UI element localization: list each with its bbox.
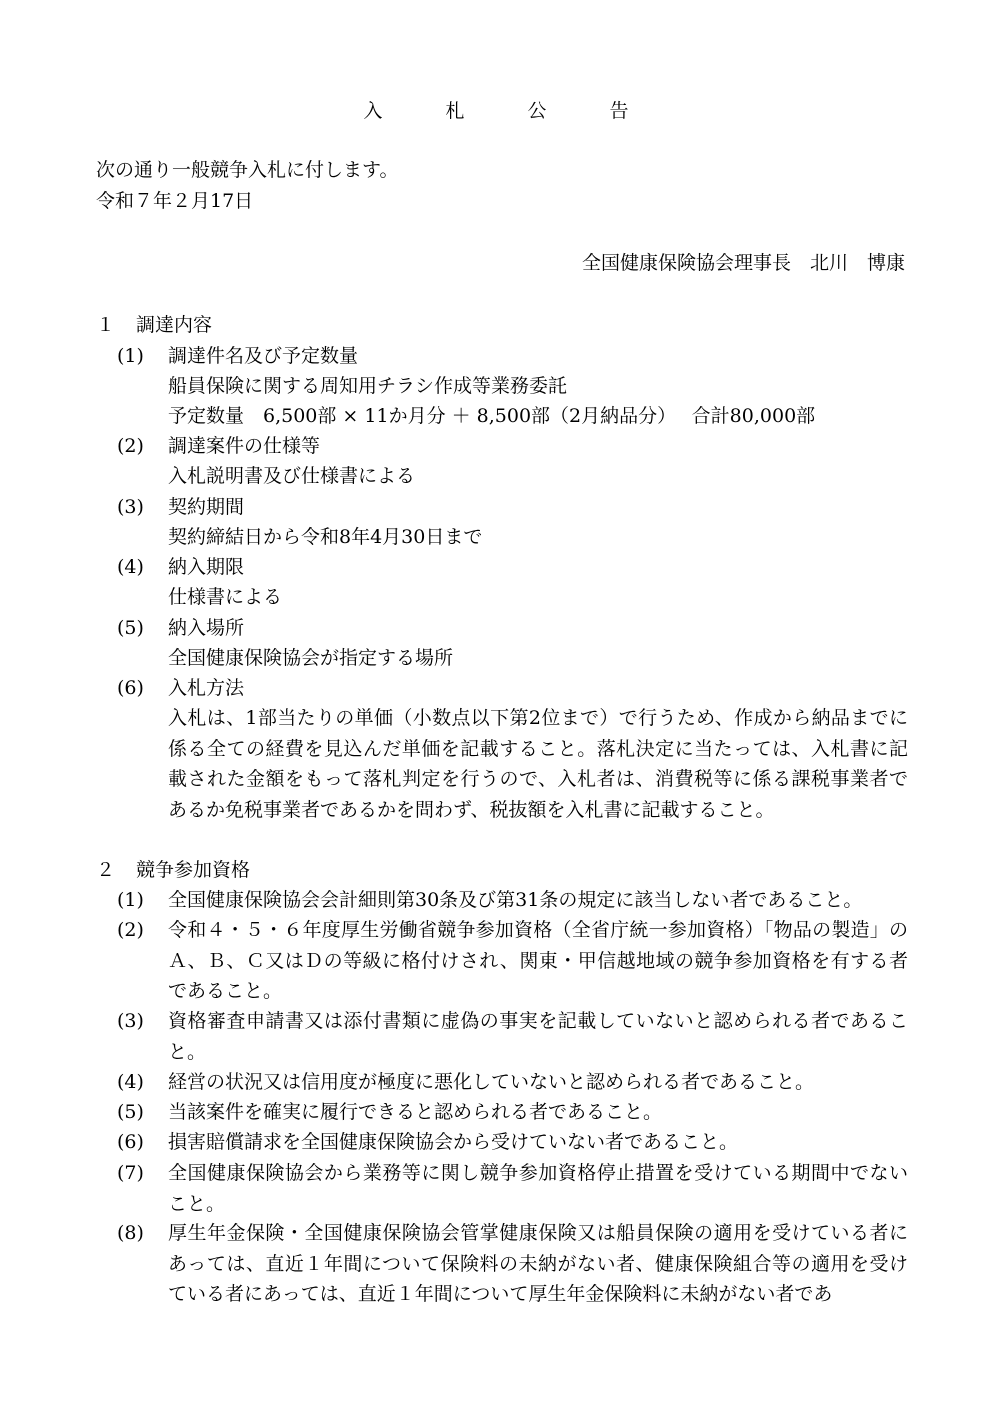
item-number: (2) (117, 919, 144, 941)
item-number: (6) (117, 1131, 144, 1153)
item-number: (2) (117, 435, 144, 457)
item-detail: 契約締結日から令和8年4月30日まで (168, 526, 483, 548)
qualification-text: 厚生年金保険・全国健康保険協会管掌健康保険又は船員保険の適用を受けている者にあっては、直近１年間について保険料の未納がない者、健康保険組合等の適用を受けている者にあっては、直近１年間について厚生年金保険料に未納がない者であ (168, 1222, 908, 1305)
intro-text: 次の通り一般競争入札に付します。 (96, 159, 399, 181)
item-number: (7) (117, 1162, 144, 1184)
qualification-text: 経営の状況又は信用度が極度に悪化していないと認められる者であること。 (168, 1071, 815, 1093)
item-number: (1) (117, 889, 144, 911)
qualification-text: 全国健康保険協会会計細則第30条及び第31条の規定に該当しない者であること。 (168, 889, 863, 911)
item-number: (4) (117, 1071, 144, 1093)
issuer-signature: 全国健康保険協会理事長 北川 博康 (581, 252, 905, 274)
item-heading: 入札方法 (168, 677, 245, 699)
item-detail: 入札説明書及び仕様書による (168, 465, 416, 487)
section-number: １ (96, 314, 116, 336)
item-heading: 納入場所 (168, 617, 245, 639)
bidding-method-text: 入札は、1部当たりの単価（小数点以下第2位まで）で行うため、作成から納品までに係る全ての経費を見込んだ単価を記載すること。落札決定に当たっては、入札書に記載された金額をもって落札判定を行うので、入札者は、消費税等に係る課税事業者であるか免税事業者であるかを問わず、税抜額を入札書に記載すること。 (168, 707, 908, 821)
item-number: (1) (117, 345, 144, 367)
item-number: (6) (117, 677, 144, 699)
item-number: (4) (117, 556, 144, 578)
item-heading: 調達件名及び予定数量 (168, 345, 359, 367)
item-number: (5) (117, 617, 144, 639)
item-number: (3) (117, 496, 144, 518)
qualification-text: 当該案件を確実に履行できると認められる者であること。 (168, 1101, 663, 1123)
item-heading: 納入期限 (168, 556, 245, 578)
section-title: 競争参加資格 (136, 859, 251, 881)
planned-quantity: 予定数量 6,500部 × 11か月分 ＋ 8,500部（2月納品分） 合計80,000部 (168, 405, 816, 427)
item-detail: 仕様書による (168, 586, 283, 608)
item-heading: 契約期間 (168, 496, 245, 518)
section-title: 調達内容 (136, 314, 213, 336)
procurement-name: 船員保険に関する周知用チラシ作成等業務委託 (168, 375, 568, 397)
item-number: (5) (117, 1101, 144, 1123)
qualification-text: 令和４・５・６年度厚生労働省競争参加資格（全省庁統一参加資格）「物品の製造」のＡ、Ｂ、Ｃ又はＤの等級に格付けされ、関東・甲信越地域の競争参加資格を有する者であること。 (168, 919, 908, 1002)
section-1-heading (96, 310, 212, 341)
section-2-heading (96, 855, 250, 886)
qualification-text: 全国健康保険協会から業務等に関し競争参加資格停止措置を受けている期間中でないこと。 (168, 1162, 908, 1215)
item-number: (8) (117, 1222, 144, 1244)
qualification-text: 損害賠償請求を全国健康保険協会から受けていない者であること。 (168, 1131, 739, 1153)
item-heading: 調達案件の仕様等 (168, 435, 321, 457)
item-number: (3) (117, 1010, 144, 1032)
announcement-date: 令和７年２月17日 (96, 190, 254, 212)
section-number: ２ (96, 859, 116, 881)
document-title: 入 札 公 告 (363, 100, 651, 122)
item-detail: 全国健康保険協会が指定する場所 (168, 647, 454, 669)
qualification-text: 資格審査申請書又は添付書類に虚偽の事実を記載していないと認められる者であること。 (168, 1010, 908, 1063)
